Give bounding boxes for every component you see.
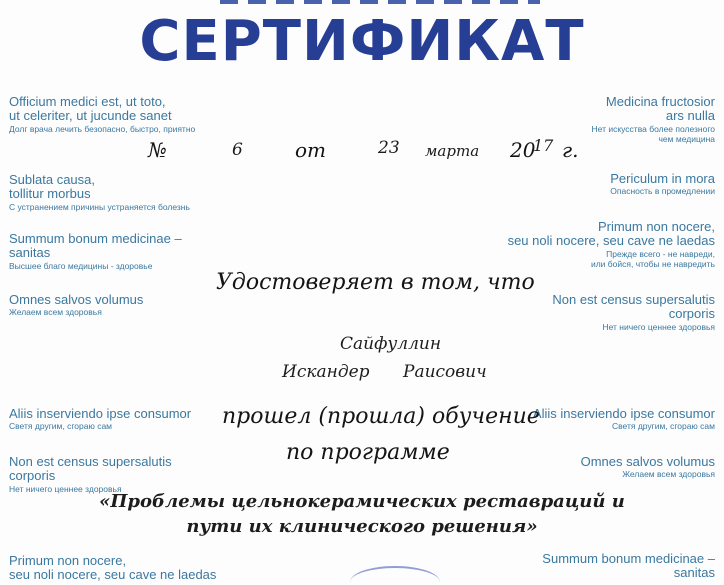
quote-left-2 [9, 173, 190, 212]
quote-latin: Summum bonum medicinae – [542, 551, 715, 566]
quote-latin: Officium medici est, ut toto, [9, 94, 166, 109]
date-year-suffix: 17 [533, 136, 554, 155]
quote-right-5 [533, 407, 715, 432]
date-year-label: г. [562, 138, 579, 162]
quote-latin: Summum bonum medicinae – [9, 231, 182, 246]
quote-russian: Светя другим, сгораю сам [611, 421, 715, 432]
quote-latin: Aliis inserviendo ipse consumor [532, 406, 715, 421]
program-title-line2: пути их клинического решения» [186, 516, 538, 537]
quote-russian: или бойся, чтобы не навредить [590, 258, 715, 269]
quote-russian: Желаем всем здоровья [622, 469, 715, 480]
quote-right-7 [542, 552, 715, 581]
quote-latin: Primum non nocere, [9, 553, 127, 568]
quote-russian: Желаем всем здоровья [9, 307, 102, 318]
quote-latin: Omnes salvos volumus [9, 292, 144, 307]
quote-russian: С устранением причины устраняется болезнь [9, 201, 190, 212]
quote-russian: Долг врача лечить безопасно, быстро, приятно [9, 123, 196, 134]
quote-latin: corporis [668, 306, 715, 322]
date-from-label: от [295, 138, 327, 162]
top-ornament [220, 0, 540, 4]
number-label: № [148, 138, 167, 162]
quote-russian: Нет ничего ценнее здоровья [602, 321, 715, 332]
quote-left-5 [9, 407, 191, 432]
quote-russian: Нет искусства более полезного [591, 123, 715, 134]
page-title: СЕРТИФИКАТ [139, 9, 585, 74]
quote-latin: Medicina fructosior [605, 94, 715, 109]
quote-latin: Primum non nocere, [597, 219, 715, 234]
quote-left-4 [9, 293, 143, 318]
quote-russian: Высшее благо медицины - здоровье [9, 260, 153, 271]
quote-latin: tollitur morbus [9, 186, 91, 202]
quote-right-3 [508, 220, 715, 269]
quote-latin: Aliis inserviendo ipse consumor [9, 406, 192, 421]
recipient-name: Искандер [282, 362, 370, 382]
recipient-surname: Сайфуллин [340, 334, 442, 354]
date-day: 23 [378, 138, 400, 158]
quote-right-2 [610, 172, 715, 197]
quote-latin: sanitas [673, 565, 715, 581]
quote-latin: Periculum in mora [610, 171, 715, 186]
quote-latin: sanitas [9, 245, 51, 261]
certifies-text: Удостоверяет в том, что [216, 270, 535, 295]
quote-latin: seu noli nocere, seu cave ne laedas [9, 567, 217, 583]
quote-right-1 [592, 95, 716, 144]
quote-russian: Опасность в промедлении [610, 186, 715, 197]
quote-left-6 [9, 455, 172, 494]
quote-latin: Sublata causa, [9, 172, 96, 187]
quote-russian: Нет ничего ценнее здоровья [9, 483, 122, 494]
quote-latin: Non est census supersalutis [9, 454, 172, 469]
quote-latin: ars nulla [665, 108, 715, 124]
program-title-line1: «Проблемы цельнокерамических реставраций и [99, 491, 625, 512]
quote-right-6 [581, 455, 715, 480]
quote-russian: Прежде всего - не навреди, [606, 248, 715, 259]
quote-russian: чем медицина [658, 133, 715, 144]
quote-latin: seu noli nocere, seu cave ne laedas [507, 233, 715, 249]
quote-russian: Светя другим, сгораю сам [9, 421, 113, 432]
signature-stroke [350, 566, 440, 585]
quote-latin: Omnes salvos volumus [580, 454, 715, 469]
quote-latin: Non est census supersalutis [552, 292, 715, 307]
quote-left-7 [9, 554, 216, 583]
quote-right-4 [552, 293, 715, 332]
recipient-patronymic: Раисович [403, 362, 487, 382]
quote-left-3 [9, 232, 182, 271]
quote-latin: ut celeriter, ut jucunde sanet [9, 108, 172, 124]
date-year-prefix: 20 [510, 138, 536, 162]
program-label: по программе [286, 440, 450, 465]
completed-text: прошел (прошла) обучение [222, 404, 540, 429]
quote-latin: corporis [9, 468, 56, 484]
date-month: марта [425, 142, 480, 160]
quote-left-1 [9, 95, 195, 134]
certificate-number: 6 [232, 140, 243, 160]
